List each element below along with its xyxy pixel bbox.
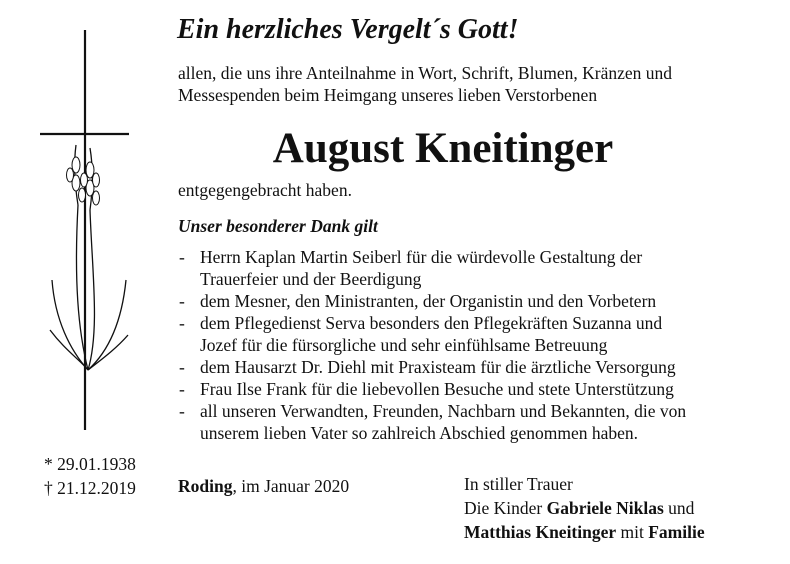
place-name: Roding: [178, 476, 233, 496]
intro-line-1: allen, die uns ihre Anteilnahme in Wort, Schrift, Blumen, Kränzen und: [178, 63, 672, 83]
signature-name: Matthias Kneitinger: [464, 522, 617, 542]
list-item: [178, 356, 768, 378]
list-item-line: dem Hausarzt Dr. Diehl mit Praxisteam für die ärztliche Versorgung: [200, 357, 676, 377]
death-date: † 21.12.2019: [44, 478, 136, 498]
intro-text: [178, 62, 768, 106]
list-item-line: unserem lieben Vater so zahlreich Abschied genommen haben.: [200, 423, 639, 443]
list-item: [178, 400, 768, 444]
thanks-heading: Unser besonderer Dank gilt: [178, 216, 378, 236]
signature-name: Gabriele Niklas: [546, 498, 664, 518]
outro-text: entgegengebracht haben.: [178, 180, 352, 200]
birth-date: * 29.01.1938: [44, 454, 136, 474]
signature-text: und: [663, 498, 695, 518]
signature-text: Die Kinder: [464, 498, 547, 518]
list-item-line: all unseren Verwandten, Freunden, Nachbarn und Bekannten, die von: [200, 401, 687, 421]
list-dash: -: [179, 313, 185, 333]
signature-text: mit: [616, 522, 649, 542]
list-item-line: Jozef für die fürsorgliche und sehr einfühlsame Betreuung: [200, 335, 608, 355]
date-text: , im Januar 2020: [232, 476, 350, 496]
list-item-line: Herrn Kaplan Martin Seiberl für die würdevolle Gestaltung der: [200, 247, 643, 267]
list-item: [178, 290, 768, 312]
list-dash: -: [179, 247, 185, 267]
signature-line-1: In stiller Trauer: [464, 474, 573, 494]
list-item: [178, 246, 768, 290]
list-dash: -: [179, 401, 185, 421]
signature-line-2: [464, 496, 705, 520]
list-dash: -: [179, 357, 185, 377]
deceased-name: August Kneitinger: [272, 125, 614, 172]
signature-line-3: [464, 520, 705, 544]
list-item-line: Trauerfeier und der Beerdigung: [200, 269, 422, 289]
list-item-line: Frau Ilse Frank für die liebevollen Besuche und stete Unterstützung: [200, 379, 674, 399]
list-item-line: dem Mesner, den Ministranten, der Organistin und den Vorbetern: [200, 291, 657, 311]
heading: Ein herzliches Vergelt´s Gott!: [177, 14, 519, 45]
signature-family: Familie: [648, 522, 705, 542]
intro-line-2: Messespenden beim Heimgang unseres lieben Verstorbenen: [178, 85, 598, 105]
list-dash: -: [179, 291, 185, 311]
list-item: [178, 378, 768, 400]
cross-with-wheat-icon: [30, 30, 140, 430]
thanks-list: [178, 246, 768, 444]
signature-block: [464, 472, 705, 544]
life-dates: [44, 452, 136, 500]
list-item-line: dem Pflegedienst Serva besonders den Pflegekräften Suzanna und: [200, 313, 663, 333]
place-date: [178, 476, 349, 497]
list-dash: -: [179, 379, 185, 399]
list-item: [178, 312, 768, 356]
